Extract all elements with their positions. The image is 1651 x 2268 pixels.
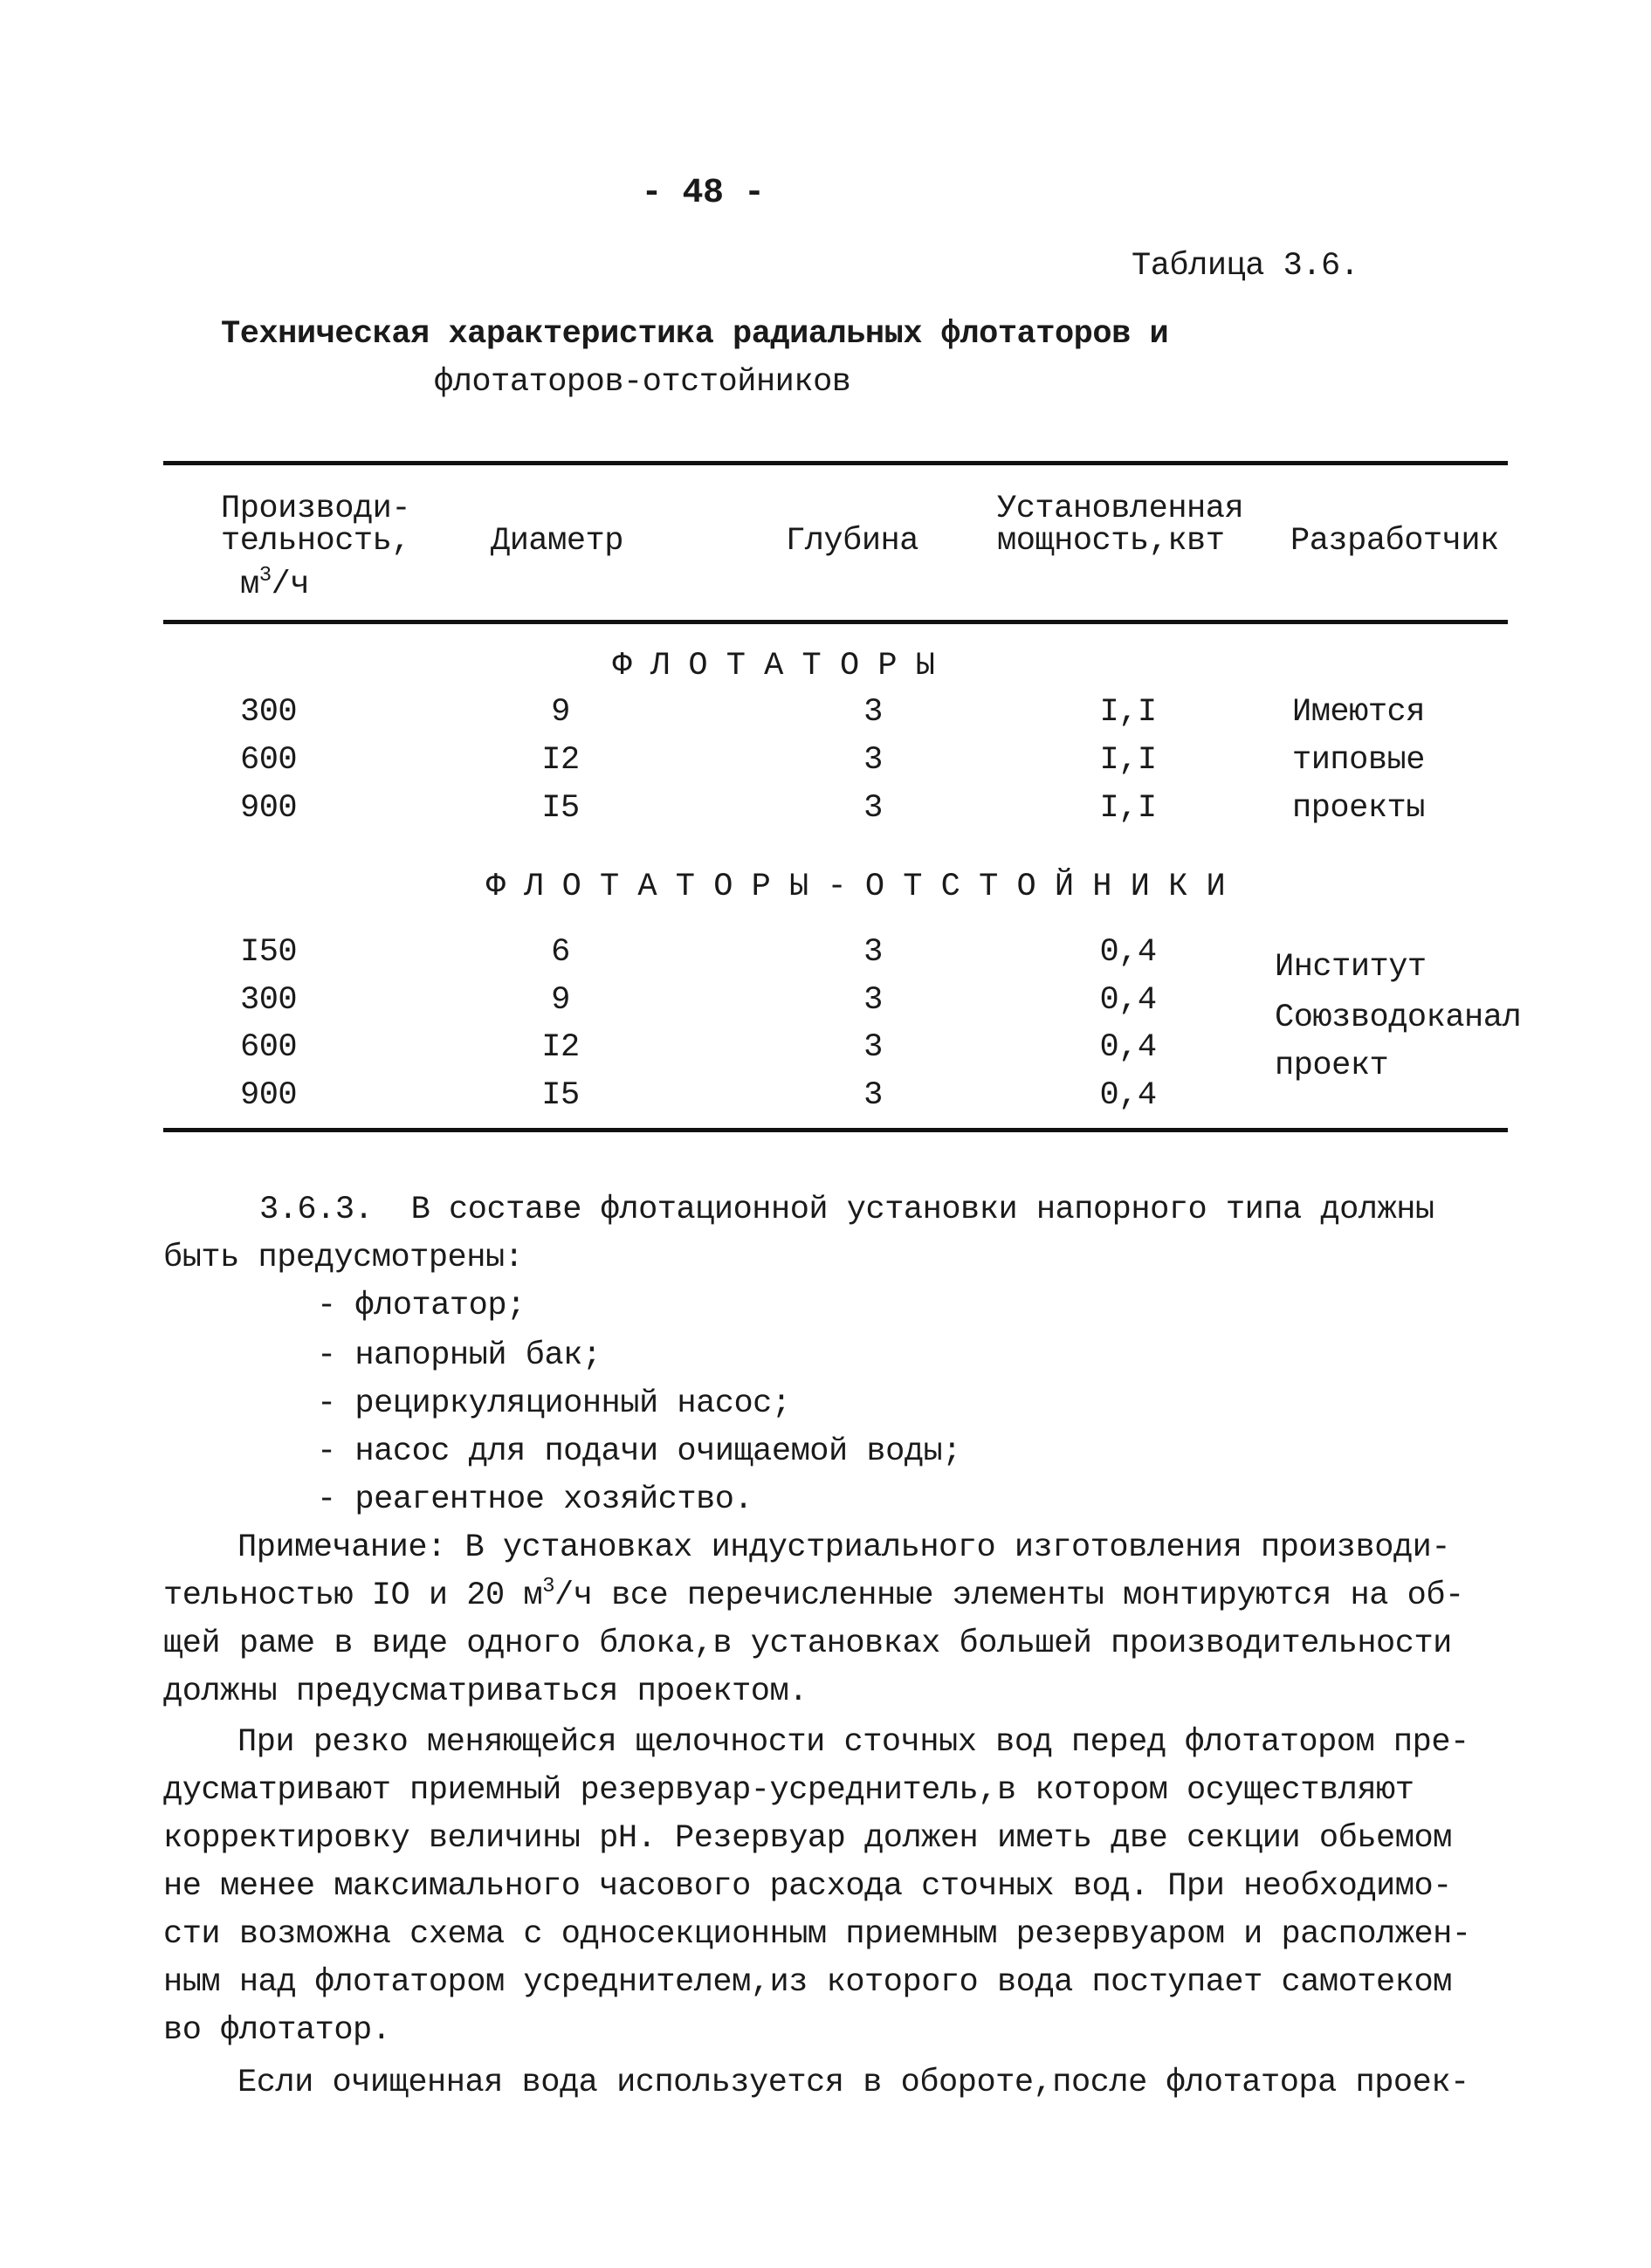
paragraph-line: 3.6.3. В составе флотационной установки напорного типа должны xyxy=(259,1192,1434,1228)
cell-power: 0,4 xyxy=(1099,1077,1157,1114)
header-developer: Разработчик xyxy=(1290,523,1499,560)
table-title-line-1: Техническая характеристика радиальных флотаторов и xyxy=(221,316,1169,353)
cell-power: 0,4 xyxy=(1099,934,1157,971)
list-item: - насос для подачи очищаемой воды; xyxy=(317,1433,961,1470)
paragraph-line: не менее максимального часового расхода сточных вод. При необходимо- xyxy=(163,1868,1452,1905)
table-top-rule xyxy=(163,461,1508,465)
cell-depth: 3 xyxy=(863,1029,883,1066)
paragraph-line: во флотатор. xyxy=(163,2012,391,2049)
cell-depth: 3 xyxy=(863,790,883,827)
cell-diameter: I5 xyxy=(541,1077,580,1114)
cell-depth: 3 xyxy=(863,982,883,1019)
cell-power: I,I xyxy=(1099,742,1157,779)
cell-developer: типовые xyxy=(1292,742,1425,779)
list-item: - реагентное хозяйство. xyxy=(317,1481,753,1518)
header-productivity-line-1: Производи- xyxy=(221,491,411,527)
paragraph-line: ным над флотатором усреднителем,из которого вода поступает самотеком xyxy=(163,1964,1452,2001)
table-header-rule xyxy=(163,620,1508,624)
cell-diameter: 6 xyxy=(551,934,570,971)
cell-depth: 3 xyxy=(863,1077,883,1114)
paragraph-line: быть предусмотрены: xyxy=(163,1240,524,1276)
cell-power: I,I xyxy=(1099,694,1157,731)
paragraph-line: дусматривают приемный резервуар-усреднитель,в котором осуществляют xyxy=(163,1772,1414,1809)
cell-productivity: 900 xyxy=(240,1077,298,1114)
cell-productivity: 300 xyxy=(240,694,298,731)
cell-productivity: 600 xyxy=(240,1029,298,1066)
cell-productivity: 900 xyxy=(240,790,298,827)
header-power-line-1: Установленная xyxy=(997,491,1244,527)
table-title-line-2: флотаторов-отстойников xyxy=(434,364,851,401)
list-item: - напорный бак; xyxy=(317,1337,602,1374)
cell-developer: Институт xyxy=(1275,949,1427,986)
header-power-line-2: мощность,квт xyxy=(997,523,1225,560)
cell-developer: проекты xyxy=(1292,790,1425,827)
list-item: - рециркуляционный насос; xyxy=(317,1385,791,1422)
cell-power: I,I xyxy=(1099,790,1157,827)
header-productivity-line-2: тельность, xyxy=(221,523,411,560)
list-item: - флотатор; xyxy=(317,1288,526,1324)
cell-developer: Союзводоканал xyxy=(1275,1000,1522,1036)
cell-depth: 3 xyxy=(863,934,883,971)
cell-power: 0,4 xyxy=(1099,1029,1157,1066)
page-number: - 48 - xyxy=(641,174,765,213)
cell-productivity: 600 xyxy=(240,742,298,779)
paragraph-line: корректировку величины рН. Резервуар должен иметь две секции обьемом xyxy=(163,1820,1452,1857)
cell-developer: проект xyxy=(1275,1048,1389,1084)
cell-productivity: 300 xyxy=(240,982,298,1019)
cell-developer: Имеются xyxy=(1292,694,1425,731)
paragraph-line: сти возможна схема с односекционным приемным резервуаром и располжен- xyxy=(163,1916,1471,1953)
header-diameter: Диаметр xyxy=(491,523,623,560)
cell-productivity: I50 xyxy=(240,934,298,971)
cell-diameter: 9 xyxy=(551,982,570,1019)
section-title-flotator-settlers: Ф Л О Т А Т О Р Ы - О Т С Т О Й Н И К И xyxy=(485,869,1226,905)
note-line: должны предусматриваться проектом. xyxy=(163,1674,808,1710)
cell-depth: 3 xyxy=(863,694,883,731)
header-depth: Глубина xyxy=(786,523,918,560)
cell-diameter: I2 xyxy=(541,1029,580,1066)
paragraph-line: При резко меняющейся щелочности сточных вод перед флотатором пре- xyxy=(237,1724,1469,1761)
note-line: щей раме в виде одного блока,в установках большей производительности xyxy=(163,1625,1452,1662)
header-productivity-unit: $м^3/ч$ xyxy=(240,564,310,603)
note-line: тельностью IO и 20 $м^3/ч$ все перечисленные элементы монтируются на об- xyxy=(163,1575,1464,1614)
section-title-flotators: Ф Л О Т А Т О Р Ы xyxy=(612,648,935,684)
cell-power: 0,4 xyxy=(1099,982,1157,1019)
cell-diameter: I2 xyxy=(541,742,580,779)
cell-diameter: I5 xyxy=(541,790,580,827)
cell-depth: 3 xyxy=(863,742,883,779)
paragraph-line: Если очищенная вода используется в обороте,после флотатора проек- xyxy=(237,2065,1469,2101)
table-bottom-rule xyxy=(163,1128,1508,1132)
cell-diameter: 9 xyxy=(551,694,570,731)
table-caption: Таблица 3.6. xyxy=(1132,248,1359,285)
note-line: Примечание: В установках индустриального изготовления производи- xyxy=(237,1529,1451,1566)
